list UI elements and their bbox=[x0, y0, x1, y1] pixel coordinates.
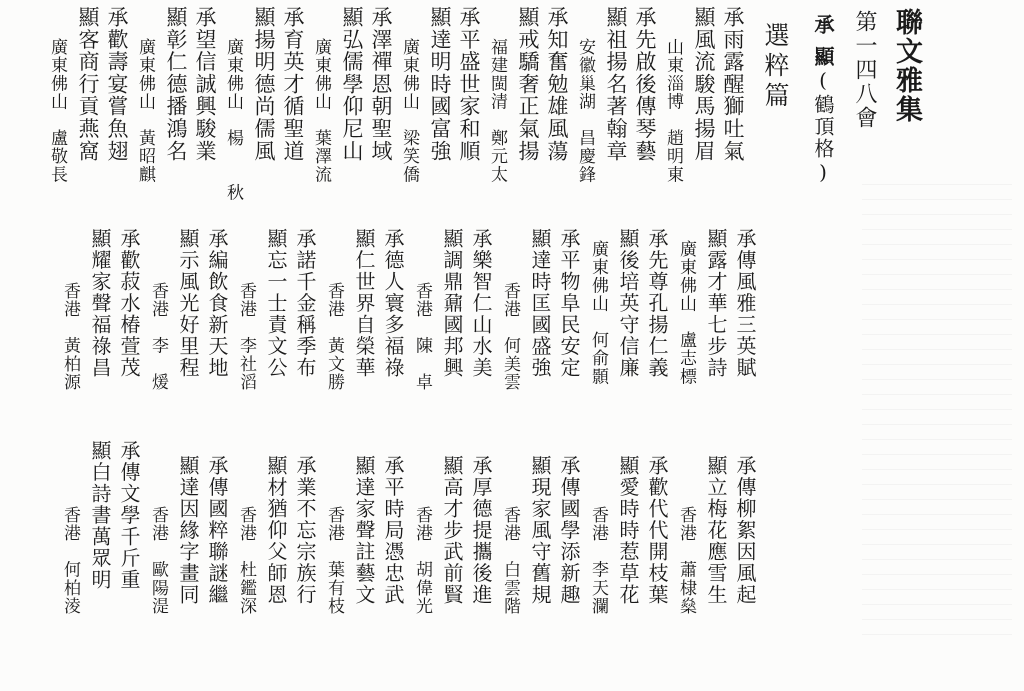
couplet-lower: 顯彰仁德播鴻名 bbox=[164, 6, 188, 163]
bleed-through-texture bbox=[862, 170, 1012, 640]
couplet-upper: 承歡代代開枝葉 bbox=[645, 455, 669, 606]
couplet-upper: 承育英才循聖道 bbox=[281, 6, 305, 163]
couplet-upper: 承編飲食新天地 bbox=[205, 228, 229, 379]
couplet-lower: 顯達明時國富強 bbox=[428, 6, 452, 163]
subject-line bbox=[813, 14, 833, 186]
couplet-lower: 顯達時匡國盛強 bbox=[528, 228, 552, 379]
couplet-upper: 承傳風雅三英賦 bbox=[733, 228, 757, 379]
couplet-author: 香港 何美雲 bbox=[500, 282, 520, 392]
section-title: 選粹篇 bbox=[761, 22, 790, 112]
couplet-upper: 承雨露醒獅吐氣 bbox=[721, 6, 745, 163]
subject-form: (鶴頂格) bbox=[811, 68, 835, 186]
couplet-lower: 顯高才步武前賢 bbox=[440, 455, 464, 606]
couplet-lower: 顯達家聲註藝文 bbox=[352, 455, 376, 606]
couplet-lower: 顯後培英守信廉 bbox=[616, 228, 640, 379]
couplet-author: 廣東佛山 楊 秋 bbox=[223, 38, 243, 202]
couplet-lower: 顯客商行貢燕窩 bbox=[76, 6, 100, 163]
couplet-lower: 顯材猶仰父師恩 bbox=[264, 455, 288, 606]
couplet-author: 香港 陳 卓 bbox=[412, 282, 432, 392]
couplet-lower: 顯立梅花應雪生 bbox=[704, 455, 728, 606]
couplet-upper: 承平物阜民安定 bbox=[557, 228, 581, 379]
couplet-lower: 顯達因緣字畫同 bbox=[176, 455, 200, 606]
subject-char-1: 承 bbox=[811, 14, 835, 36]
couplet-author: 香港 黃文勝 bbox=[324, 282, 344, 392]
couplet-author: 福建閩清 鄭元太 bbox=[487, 38, 507, 184]
couplet-upper: 承先尊孔揚仁義 bbox=[645, 228, 669, 379]
couplet-author: 香港 李社滔 bbox=[236, 282, 256, 392]
couplet-lower: 顯調鼎鼐國邦興 bbox=[440, 228, 464, 379]
couplet-lower: 顯弘儒學仰尼山 bbox=[340, 6, 364, 163]
couplet-lower: 顯現家風守舊規 bbox=[528, 455, 552, 606]
couplet-upper: 承傳國粹聯謎繼 bbox=[205, 455, 229, 606]
couplet-author: 香港 白雲階 bbox=[500, 506, 520, 616]
couplet-author: 廣東佛山 何俞顥 bbox=[588, 240, 608, 386]
couplet-author: 香港 李天瀾 bbox=[588, 506, 608, 616]
couplet-author: 香港 歐陽湜 bbox=[148, 506, 168, 616]
couplet-upper: 承傳柳絮因風起 bbox=[733, 455, 757, 606]
couplet-upper: 承歡菽水椿萱茂 bbox=[117, 228, 141, 379]
couplet-author: 香港 杜鑑深 bbox=[236, 506, 256, 616]
couplet-lower: 顯愛時時惹草花 bbox=[616, 455, 640, 606]
couplet-author: 廣東佛山 葉澤流 bbox=[311, 38, 331, 184]
session-number: 第一四八會 bbox=[852, 10, 877, 130]
page-title: 聯文雅集 bbox=[891, 8, 922, 124]
couplet-author: 香港 葉有枝 bbox=[324, 506, 344, 616]
couplet-upper: 承厚德提攜後進 bbox=[469, 455, 493, 606]
couplet-upper: 承諾千金稱季布 bbox=[293, 228, 317, 379]
couplet-upper: 承樂智仁山水美 bbox=[469, 228, 493, 379]
couplet-author: 香港 胡偉光 bbox=[412, 506, 432, 616]
couplet-upper: 承平盛世家和順 bbox=[457, 6, 481, 163]
couplet-upper: 承知奮勉雄風蕩 bbox=[545, 6, 569, 163]
couplet-upper: 承先啟後傳琴藝 bbox=[633, 6, 657, 163]
couplet-upper: 承澤禪恩朝聖域 bbox=[369, 6, 393, 163]
couplet-lower: 顯白詩書萬眾明 bbox=[88, 440, 112, 591]
couplet-author: 安徽巢湖 昌慶鋒 bbox=[575, 38, 595, 184]
couplet-author: 香港 蕭棣燊 bbox=[676, 506, 696, 616]
couplet-lower: 顯耀家聲福祿昌 bbox=[88, 228, 112, 379]
couplet-lower: 顯祖揚名著翰章 bbox=[604, 6, 628, 163]
couplet-author: 香港 李 煖 bbox=[148, 282, 168, 392]
couplet-author: 廣東佛山 梁笑僑 bbox=[399, 38, 419, 184]
subject-char-2: 顯 bbox=[811, 46, 835, 68]
couplet-author: 廣東佛山 黃昭麒 bbox=[135, 38, 155, 184]
couplet-author: 廣東佛山 盧志標 bbox=[676, 240, 696, 386]
couplet-author: 山東淄博 趙明東 bbox=[663, 38, 683, 184]
couplet-lower: 顯露才華七步詩 bbox=[704, 228, 728, 379]
couplet-upper: 承業不忘宗族行 bbox=[293, 455, 317, 606]
couplet-upper: 承望信誠興駿業 bbox=[193, 6, 217, 163]
couplet-upper: 承傳文學千斤重 bbox=[117, 440, 141, 591]
couplet-lower: 顯揚明德尚儒風 bbox=[252, 6, 276, 163]
couplet-upper: 承歡壽宴嘗魚翅 bbox=[105, 6, 129, 163]
couplet-lower: 顯風流駿馬揚眉 bbox=[692, 6, 716, 163]
couplet-lower: 顯示風光好里程 bbox=[176, 228, 200, 379]
couplet-author: 香港 黃柏源 bbox=[60, 282, 80, 392]
couplet-author: 廣東佛山 盧敬長 bbox=[47, 38, 67, 184]
couplet-lower: 顯戒驕奢正氣揚 bbox=[516, 6, 540, 163]
couplet-upper: 承傳國學添新趣 bbox=[557, 455, 581, 606]
couplet-lower: 顯忘一士責文公 bbox=[264, 228, 288, 379]
couplet-upper: 承平時局憑忠武 bbox=[381, 455, 405, 606]
couplet-upper: 承德人寰多福祿 bbox=[381, 228, 405, 379]
couplet-author: 香港 何柏淩 bbox=[60, 506, 80, 616]
couplet-lower: 顯仁世界自榮華 bbox=[352, 228, 376, 379]
